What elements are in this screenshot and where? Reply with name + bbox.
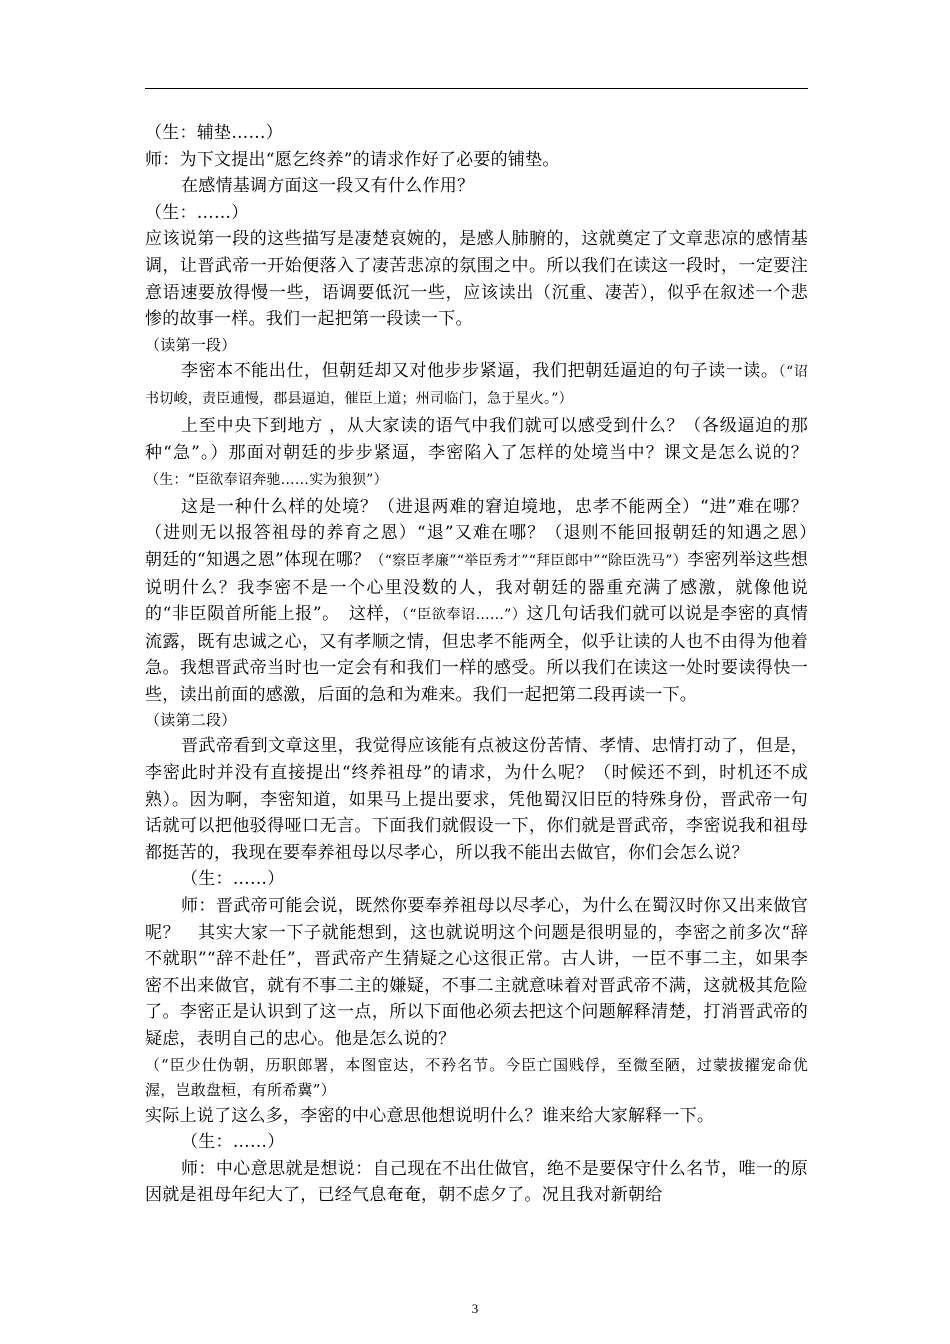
paragraph bbox=[145, 494, 826, 709]
paragraph: 在感情基调方面这一段又有什么作用？ bbox=[181, 176, 475, 197]
paragraph: （生：……） bbox=[145, 202, 249, 223]
paragraph bbox=[145, 358, 808, 413]
paragraph-text: 上至中央下到地方 ，从大家读的语气中我们就可以感受到什么？（各级逼迫的那种“急”。）那面对朝廷的步步紧逼，李密陷入了怎样的处境当中？课文是怎么说的？ bbox=[145, 415, 808, 463]
paragraph: （生：辅垫……） bbox=[145, 123, 283, 143]
quote: （“臣少仕伪朝，历职郎署，本图宦达，不矜名节。今臣亡国贱俘，至微至陋，过蒙拔擢宠命优渥，岂敢盘桓，有所希冀”） bbox=[145, 1055, 808, 1099]
quote: （生：“臣欲奉诏奔驰……实为狼狈”） bbox=[145, 472, 388, 489]
quote: （“察臣孝廉”“举臣秀才”“拜臣郎中”“除臣洗马”） bbox=[370, 552, 688, 569]
header-rule bbox=[145, 88, 808, 89]
paragraph: 晋武帝看到文章这里，我觉得应该能有点被这份苦情、孝情、忠情打动了，但是，李密此时并没有直接提出“终养祖母”的请求，为什么呢？（时候还不到，时机还不成熟）。因为啊，李密知道，如果马上提出要求，凭他蜀汉旧臣的特殊身份，晋武帝一句话就可以把他驳得哑口无言。下面我们就假设一下，你们就是晋武帝，李密说我和祖母都挺苦的，我现在要奉养祖母以尽孝心，所以我不能出去做官，你们会怎么说？ bbox=[145, 736, 808, 863]
quote: （“诏书切峻，责臣逋慢，郡县逼迫，催臣上道；州司临门，急于星火。”） bbox=[145, 363, 808, 408]
paragraph-text: 李密本不能出仕，但朝廷却又对他步步紧逼，我们把朝廷逼迫的句子读一读。 bbox=[181, 360, 779, 381]
paragraph: （生：……） bbox=[181, 869, 285, 890]
paragraph: 师：晋武帝可能会说，既然你要奉养祖母以尽孝心，为什么在蜀汉时你又出来做官呢？ 其实大家一下子就能想到，这也就说明这个问题是很明显的，李密之前多次“辞不就职”“辞不赴任”，晋武帝产生猜疑之心这很正常。古人讲，一臣不事二主，如果李密不出来做官，就有不事二主的嫌疑，不事二主就意味着对晋武帝不满，这就极其危险了。李密正是认识到了这一点，所以下面他必须去把这个问题解释清楚，打消晋武帝的疑虑，表明自己的忠心。他是怎么说的？ bbox=[145, 896, 808, 1049]
paragraph: 师：中心意思就是想说：自己现在不出仕做官，绝不是要保守什么名节，唯一的原因就是祖母年纪大了，已经气息奄奄，朝不虑夕了。况且我对新朝给 bbox=[145, 1158, 808, 1206]
paragraph bbox=[145, 413, 808, 494]
page-number: 3 bbox=[471, 1301, 479, 1316]
paragraph: 应该说第一段的这些描写是凄楚哀婉的，是感人肺腑的，这就奠定了文章悲凉的感情基调，让晋武帝一开始便落入了凄苦悲凉的氛围之中。所以我们在读这一段时，一定要注意语速要放得慢一些，语调要低沉一些，应该读出（沉重、凄苦），似乎在叙述一个悲惨的故事一样。我们一起把第一段读一下。 bbox=[145, 229, 808, 330]
paragraph-text: 这是一种什么样的处境？（进退两难的窘迫境地，忠孝不能两全）“进”难在哪？（进则无以报答祖母的养育之恩）“退”又难在哪？（退则不能回报朝廷的知遇之恩） 朝廷的“知遇之恩”体现在哪？ bbox=[145, 496, 826, 570]
paragraph-text: 这几句话我们就可以说是李密的真情流露，既有忠诚之心，又有孝顺之情，但忠孝不能两全，似乎让读的人也不由得为他着急。我想晋武帝当时也一定会有和我们一样的感受。所以我们在读这一处时要读得快一些，读出前面的感激，后面的急和为难来。我们一起把第二段再读一下。 bbox=[145, 604, 808, 705]
paragraph: （读第一段） bbox=[145, 335, 237, 354]
paragraph: （读第二段） bbox=[145, 711, 237, 730]
page-body bbox=[145, 120, 826, 1209]
paragraph: 师：为下文提出“愿乞终养”的请求作好了必要的铺垫。 bbox=[145, 149, 560, 170]
quote: （“臣欲奉诏……”） bbox=[401, 607, 527, 624]
paragraph: （生：……） bbox=[181, 1132, 285, 1153]
paragraph-text: 李密列举这些想说明什么？我李密不是一个心里没数的人，我对朝廷的器重充满了感激，就像他说的“非臣陨首所能上报”。 这样， bbox=[145, 549, 808, 625]
paragraph: 实际上说了这么多，李密的中心意思他想说明什么？谁来给大家解释一下。 bbox=[145, 1105, 715, 1126]
